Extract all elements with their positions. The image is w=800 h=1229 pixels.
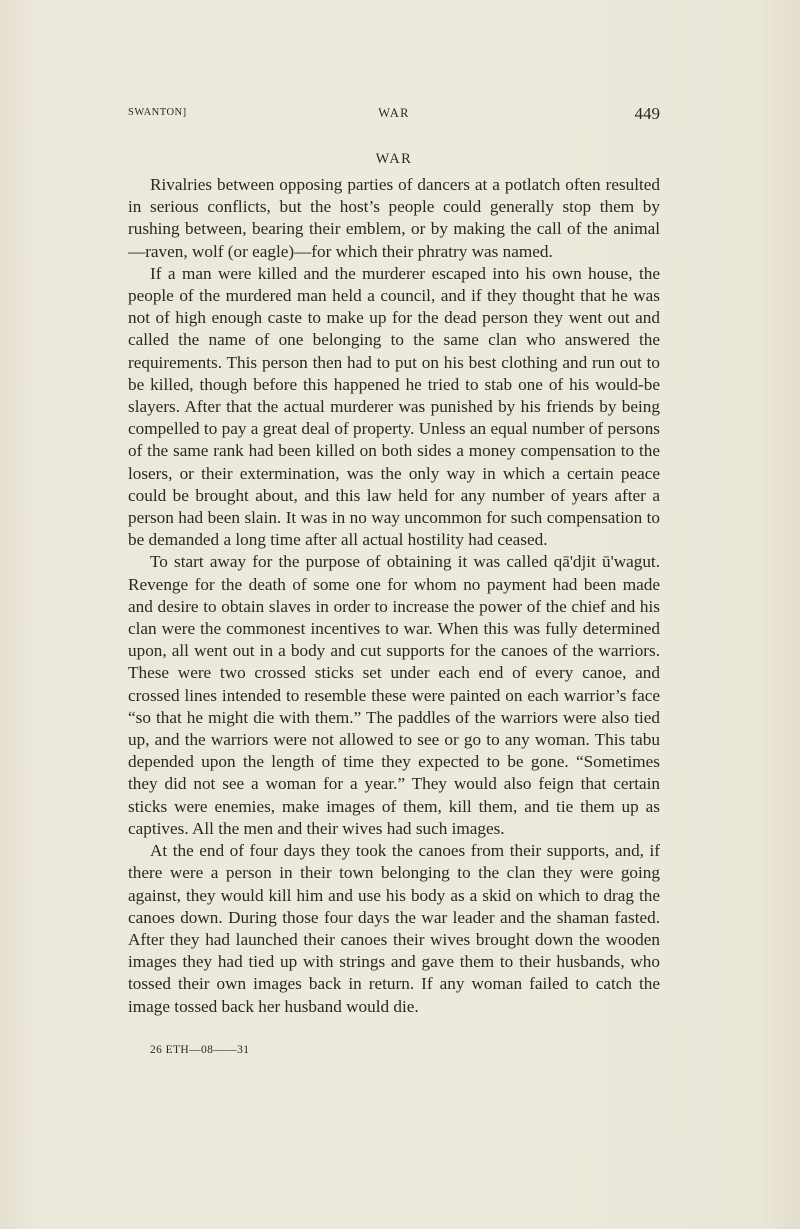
section-title: WAR bbox=[375, 151, 413, 167]
running-head-title: WAR bbox=[378, 106, 410, 120]
running-head-author: SWANTON] bbox=[128, 107, 187, 118]
body-text bbox=[128, 174, 660, 1018]
paragraph: At the end of four days they took the canoes from their supports, and, if there were a person in their town belonging to the clan they were going against, they would kill him and use his body as a skid on which to drag the canoes down. During those four days the war leader and the shaman fasted. After they had launched their canoes their wives brought down the wooden images they had tied up with strings and gave them to their husbands, who tossed their own images back in return. If any woman failed to catch the image tossed back her husband would die. bbox=[128, 841, 660, 1016]
paragraph: If a man were killed and the murderer escaped into his own house, the people of the murdered man held a council, and if they thought that he was not of high enough caste to make up for the dead person they went out and called the name of one belonging to the same clan who answered the requirements. This person then had to put on his best clothing and run out to be killed, though before this happened he tried to stab one of his would-be slayers. After that the actual murderer was punished by his friends by being compelled to pay a great deal of property. Unless an equal number of persons of the same rank had been killed on both sides a money compensation to the losers, or their extermination, was the only way in which a certain peace could be brought about, and this law held for any number of years after a person had been slain. It was in no way uncommon for such compensation to be demanded a long time after all actual hostility had ceased. bbox=[128, 263, 660, 550]
page-number: 449 bbox=[634, 104, 660, 123]
running-head bbox=[128, 104, 660, 126]
printer-signature-mark: 26 ETH—08——31 bbox=[150, 1044, 250, 1056]
paragraph: Rivalries between opposing parties of dancers at a potlatch often resulted in serious conflicts, but the host’s people could generally stop them by rushing between, bearing their emblem, or by making the call of the animal—raven, wolf (or eagle)—for which their phratry was named. bbox=[128, 175, 660, 261]
paragraph: To start away for the purpose of obtaining it was called qā'djit ū'wagut. Revenge for the death of some one for whom no payment had been made and desire to obtain slaves in order to increase the power of the chief and his clan were the commonest incentives to war. When this was fully determined upon, all went out in a body and cut supports for the canoes of the warriors. These were two crossed sticks set under each end of every canoe, and crossed lines intended to resemble these were painted on each warrior’s face “so that he might die with them.” The paddles of the warriors were also tied up, and the warriors were not allowed to see or go to any woman. This tabu depended upon the length of time they expected to be gone. “Sometimes they did not see a woman for a year.” They would also feign that certain sticks were enemies, make images of them, kill them, and tie them up as captives. All the men and their wives had such images. bbox=[128, 552, 660, 838]
